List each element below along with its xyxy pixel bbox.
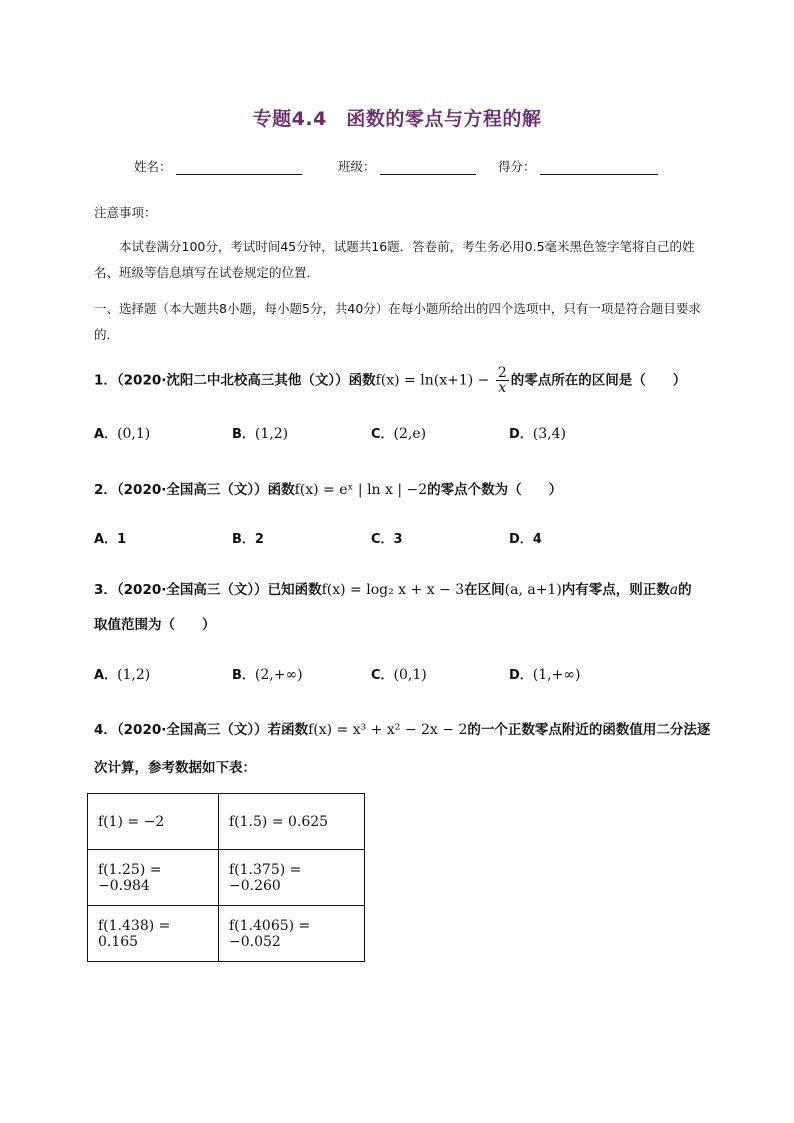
option-b[interactable]	[232, 423, 288, 442]
option-label: C．	[371, 427, 394, 442]
option-d[interactable]	[509, 664, 580, 683]
option-value: 2	[254, 532, 264, 547]
question-2	[94, 478, 562, 498]
option-value: (3,4)	[532, 426, 566, 442]
option-a[interactable]	[94, 423, 150, 442]
class-blank[interactable]	[380, 160, 476, 175]
score-field	[498, 157, 658, 175]
option-value: (2,e)	[393, 426, 427, 442]
page-title: 专题4.4 函数的零点与方程的解	[252, 108, 542, 130]
table-row	[88, 794, 365, 850]
notice-heading: 注意事项：	[94, 205, 157, 220]
question-formula: f(x) = log₂ x + x − 3	[321, 582, 465, 598]
option-d[interactable]	[509, 528, 542, 547]
option-label: D．	[509, 532, 533, 547]
option-label: C．	[371, 532, 394, 547]
reference-data-table	[87, 793, 365, 962]
question-source: （2020·全国高三（文））	[116, 722, 268, 738]
option-b[interactable]	[232, 528, 264, 547]
option-value: (1,+∞)	[532, 667, 581, 683]
question-tail: 的零点个数为（ ）	[427, 482, 563, 498]
name-blank[interactable]	[176, 160, 302, 175]
option-value: 1	[117, 532, 127, 547]
score-blank[interactable]	[540, 160, 658, 175]
question-lead: 若函数	[267, 722, 309, 738]
option-b[interactable]	[232, 664, 303, 683]
section-intro: 一、选择题（本大题共8小题，每小题5分，共40分）在每小题所给出的四个选项中，只有一项是符合题目要求的．	[94, 301, 701, 342]
table-cell: f(1.5) = 0.625	[219, 794, 365, 850]
question-formula: f(x) = eˣ | ln x | −2	[294, 482, 428, 498]
option-value: (1,2)	[117, 667, 151, 683]
question-mid2: 内有零点，则正数	[561, 582, 670, 598]
question-formula: f(x) = x³ + x² − 2x − 2	[308, 722, 468, 738]
option-d[interactable]	[509, 423, 566, 442]
fraction-numerator: 2	[497, 365, 507, 381]
table-cell: f(1.375) = −0.260	[219, 850, 365, 906]
option-label: B．	[232, 427, 255, 442]
option-label: A．	[94, 532, 118, 547]
option-a[interactable]	[94, 664, 150, 683]
table-cell: f(1.4065) = −0.052	[219, 906, 365, 962]
option-value: 3	[393, 532, 403, 547]
option-label: A．	[94, 427, 118, 442]
question-lead: 函数	[267, 482, 295, 498]
option-c[interactable]	[371, 423, 426, 442]
option-value: (1,2)	[254, 426, 289, 442]
option-label: B．	[232, 532, 255, 547]
question-source: （2020·全国高三（文））	[116, 582, 268, 598]
table-row	[88, 850, 365, 906]
option-c[interactable]	[371, 528, 403, 547]
question-tail: 的一个正数零点附近的函数值用二分法逐	[467, 722, 711, 738]
name-field	[134, 157, 302, 175]
question-number: 1．	[94, 372, 117, 389]
name-label: 姓名：	[134, 159, 172, 174]
option-value: (0,1)	[393, 667, 427, 683]
question-variable: a	[669, 582, 679, 598]
option-label: A．	[94, 668, 118, 683]
question-mid: 在区间	[464, 582, 505, 598]
table-cell: f(1.25) = −0.984	[88, 850, 219, 906]
question-formula: f(x) = ln(x+1) −	[375, 372, 494, 389]
question-tail: 的零点所在的区间是（ ）	[510, 372, 687, 389]
option-value: (0,1)	[117, 426, 151, 442]
question-interval: (a, a+1)	[504, 582, 562, 598]
class-label: 班级：	[338, 159, 376, 174]
option-value: (2,+∞)	[254, 667, 303, 683]
fraction-denominator: x	[498, 380, 507, 396]
option-label: D．	[509, 427, 533, 442]
option-label: D．	[509, 668, 533, 683]
question-number: 2．	[94, 482, 117, 498]
option-label: B．	[232, 668, 255, 683]
option-label: C．	[371, 668, 394, 683]
score-label: 得分：	[498, 159, 536, 174]
question-4-line2: 次计算，参考数据如下表：	[94, 760, 256, 776]
table-cell: f(1) = −2	[88, 794, 219, 850]
question-lead: 已知函数	[267, 582, 322, 598]
question-lead: 函数	[348, 372, 376, 389]
table-cell: f(1.438) = 0.165	[88, 906, 219, 962]
table-row	[88, 906, 365, 962]
question-number: 4．	[94, 722, 117, 738]
question-tail: 的	[678, 582, 692, 598]
question-source: （2020·沈阳二中北校高三其他（文））	[116, 372, 349, 389]
question-1	[94, 366, 686, 395]
option-value: 4	[532, 532, 542, 547]
option-a[interactable]	[94, 528, 126, 547]
question-3	[94, 578, 692, 598]
option-c[interactable]	[371, 664, 427, 683]
question-source: （2020·全国高三（文））	[116, 482, 268, 498]
question-4	[94, 718, 710, 738]
fraction	[496, 366, 509, 395]
question-number: 3．	[94, 582, 117, 598]
notice-body: 本试卷满分100分，考试时间45分钟，试题共16题．答卷前，考生务必用0.5毫米黑色签字笔将自己的姓名、班级等信息填写在试卷规定的位置．	[94, 239, 695, 280]
class-field	[338, 157, 476, 175]
question-3-line2: 取值范围为（ ）	[94, 617, 216, 633]
